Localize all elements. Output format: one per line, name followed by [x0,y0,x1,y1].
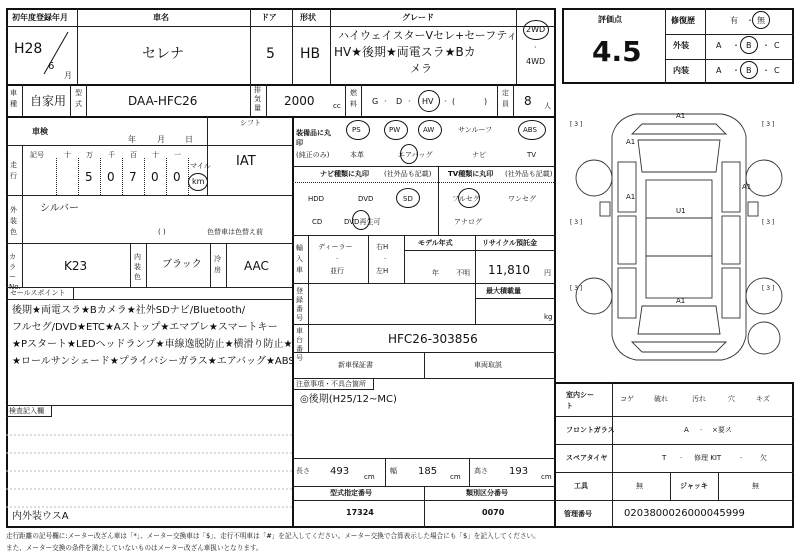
color-label: 外装色 [10,206,17,236]
mileage-unit-km: km [192,177,205,186]
drive-2wd: 2WD [526,25,546,34]
spare-dot2: · [740,454,743,462]
repair-label: 修復歴 [671,16,695,25]
score-label: 評価点 [598,15,622,24]
length-label: 長さ [296,467,310,475]
equip-pw: PW [389,126,401,134]
color-paren: ( ) [158,228,166,236]
ac-label: 冷房 [214,255,221,274]
chassis-value: HFC26-303856 [388,332,478,346]
first-reg-label: 初年度登録年月 [12,13,68,22]
exterior-label: 外装 [673,41,689,50]
use-value: 自家用 [30,94,67,108]
diagram-mark-5: A1 [676,297,686,305]
recycle-value: 11,810 [488,263,530,277]
mileage-place-4: 十 [152,151,159,159]
equip-leather: 本革 [350,151,364,159]
import-parallel: 並行 [330,267,344,275]
first-reg-month-unit: 月 [64,71,72,80]
fuel-g: G [372,97,379,106]
sales-line-0: 後期★両電スラ★Bカメラ★社外SDナビ/Bluetooth/ [12,305,246,316]
drive-sep: · [534,43,537,52]
grade-line3: メラ [410,62,432,75]
sheet-opt-4: キズ [756,395,770,403]
repair-no: 無 [757,16,765,25]
mileage-place-2: 千 [108,151,115,159]
mileage-record-label: 記号 [30,151,44,159]
fuel-dot1: · [384,97,387,106]
import-dealer: ディーラー [318,243,353,251]
fuel-dot2: · [408,97,411,106]
diagram-mark-4: U1 [676,207,686,215]
ext-b: B [746,41,752,50]
grade-line1: ハイウェイスターVセレ+セーフティ [338,29,518,42]
color-note: 色替車は色替え前 [207,228,263,236]
model-year-y: 年 [432,269,439,277]
chassis-label: 車台番号 [296,327,303,362]
footer-line1: 走行距離の記号欄に:メーター改ざん車は「*」、メーター交換車は「$」、走行不明車は「#」を記入してください。メーター交換で合算表示した場合にも「$」を記入してください。 [6,532,540,540]
mileage-digit-4: 0 [151,170,159,184]
repair-dot: ・ [746,16,754,25]
ext-a: A [716,41,722,50]
mileage-digit-2: 0 [107,170,115,184]
navi-sd: SD [403,195,413,203]
equip-sub: (純正のみ) [296,151,330,159]
first-reg-era: H28 [14,41,43,57]
glass-label: フロントガラス [566,426,615,434]
color-no-label: カラーNo. [9,253,21,291]
tool-label: 工具 [574,482,588,490]
fuel-d: D [396,97,403,106]
mgmt-label: 管理番号 [564,510,592,518]
fuel-label: 燃料 [350,89,357,108]
equip-tv: TV [527,151,537,159]
int-color-value: ブラック [162,259,202,270]
recycle-label: リサイクル預託金 [482,239,538,247]
sheet-opt-0: コゲ [620,395,634,403]
first-reg-month: 6 [48,61,55,72]
mileage-place-0: 十 [64,151,71,159]
registration-label: 登録番号 [296,287,303,322]
svg-text:[ 3 ]: [ 3 ] [570,285,583,292]
mileage-label: 走行 [10,161,17,180]
import-right: 右H [376,243,389,251]
tv-fullseg: フルセグ [452,195,480,203]
glass-a: A [684,426,689,434]
ac-value: AAC [244,259,269,273]
sales-line-2: ★Pスタート★LEDヘッドランプ★車線逸脱防止★横滑り防止★ [12,339,293,350]
height-value: 193 [509,466,529,477]
navi-cd: CD [312,218,323,226]
max-load-label: 最大積載量 [486,287,521,295]
import-left: 左H [376,267,389,275]
class-value: 0070 [482,508,505,517]
spare-t: T [662,454,667,462]
svg-text:[ 3 ]: [ 3 ] [762,285,775,292]
grade-label: グレード [402,13,434,22]
footer-line2: また、メーター交換の条件を満たしていないものはメーター改ざん車扱いとなります。 [6,544,263,552]
manual: 車両取説 [474,361,502,369]
svg-text:[ 3 ]: [ 3 ] [570,219,583,226]
height-unit: cm [541,473,552,481]
mileage-place-3: 百 [130,151,137,159]
recycle-unit: 円 [544,269,551,277]
class-label: 類別区分番号 [466,489,508,497]
tv-label: TV種類に丸印 [448,170,494,178]
repair-yes: 有 [730,16,738,25]
fuel-dot3: · [444,97,447,106]
cap-label: 定員 [502,89,509,108]
navi-hdd: HDD [308,195,325,203]
mileage-digit-5: 0 [173,170,181,184]
cap-value: 8 [524,94,532,108]
width-value: 185 [418,466,438,477]
model-value: DAA-HFC26 [128,94,198,108]
model-label: 型式 [75,89,82,108]
car-name-label: 車名 [153,13,169,22]
tv-oneseg: ワンセグ [508,195,536,203]
inspection-year: 年 [128,135,136,144]
spare-dot1: · [680,454,683,462]
svg-text:[ 3 ]: [ 3 ] [570,121,583,128]
new-warranty: 新車保証書 [338,361,373,369]
inspector-value: 内外装ウスA [12,511,69,522]
ext-dot1: ・ [732,41,740,50]
equip-navi: ナビ [472,151,486,159]
import-label: 輸入車 [296,244,303,274]
glass-dot: · [700,426,703,434]
drive-4wd: 4WD [526,57,546,66]
equip-aw: AW [423,126,435,134]
length-value: 493 [330,466,350,477]
mileage-unit-mile: マイル [190,162,211,170]
width-unit: cm [450,473,461,481]
inspector-label: 検査記入欄 [9,407,44,415]
svg-text:[ 3 ]: [ 3 ] [762,219,775,226]
navi-dvd-play: DVD再生可 [344,218,381,226]
model-year-label: モデル年式 [418,239,453,247]
int-b: B [746,66,752,75]
jack-value: 無 [752,482,759,490]
import-dot1: · [336,255,339,263]
doors: 5 [266,46,275,62]
import-dot2: · [384,255,387,263]
sheet-label: 室内シート [566,391,594,410]
notes-value: ◎後期(H25/12~MC) [300,394,397,405]
mileage-place-5: 一 [174,151,181,159]
use-label: 車種 [10,89,17,108]
fuel-paren-close: ) [484,97,488,106]
shape: HB [300,46,321,62]
diagram-mark-0: A1 [676,112,686,120]
glass-x: ×要ス [712,426,732,434]
diagram-mark-1: A1 [626,138,636,146]
type-label: 型式指定番号 [330,489,372,497]
disp-unit: cc [333,102,341,110]
mgmt-value: 0203800026000045999 [624,508,745,519]
color-no-value: K23 [64,259,88,273]
sheet-opt-2: 汚れ [692,395,706,403]
shift-label: シフト [240,119,261,127]
max-load-unit: kg [544,313,553,321]
sheet-opt-1: 破れ [654,395,668,403]
tv-sub: (社外品も記載) [505,170,553,178]
sheet-opt-3: 穴 [728,395,735,403]
disp-label: 排気量 [254,86,261,112]
model-year-unknown: 不明 [456,269,470,277]
equip-label: 装備品に丸印 [296,129,331,147]
interior-label: 内装 [673,66,689,75]
int-a: A [716,66,722,75]
cap-unit: 人 [544,102,551,110]
first-reg-slash [40,30,70,76]
fuel-hv: HV [422,97,434,106]
inspection-month: 月 [157,135,165,144]
ext-c: C [774,41,780,50]
diagram-mark-2: A1 [742,183,752,191]
inspection-day: 日 [185,135,193,144]
equip-abs: ABS [523,126,537,134]
mileage-place-1: 万 [86,151,93,159]
shape-label: 形状 [300,13,316,22]
int-c: C [774,66,780,75]
mileage-digit-1: 5 [85,170,93,184]
svg-text:[ 3 ]: [ 3 ] [762,121,775,128]
tv-analog: アナログ [454,218,482,226]
length-unit: cm [364,473,375,481]
int-dot2: ・ [762,66,770,75]
car-damage-diagram [566,106,792,368]
diagram-mark-3: A1 [626,193,636,201]
shift-value: IAT [236,154,256,169]
height-label: 高さ [474,467,488,475]
fuel-paren-open: ( [452,97,456,106]
inspection-label: 車検 [32,127,48,136]
navi-dvd: DVD [358,195,374,203]
navi-label: ナビ種類に丸印 [320,170,369,178]
color-value: シルバー [40,203,80,214]
equip-airbag: エアバッグ [398,151,433,159]
mileage-digit-3: 7 [129,170,137,184]
disp-value: 2000 [284,94,315,108]
spare-kit: 修理 KIT [694,454,722,462]
width-label: 幅 [390,467,397,475]
int-dot1: ・ [732,66,740,75]
sales-line-1: フルセグ/DVD★ETC★Aストップ★エマブレ★スマートキー [12,322,278,333]
spare-label: スペアタイヤ [566,454,608,462]
equip-ps: PS [352,126,361,134]
ext-dot2: ・ [762,41,770,50]
car-name: セレナ [142,46,184,62]
grade-line2: HV★後期★両電スラ★Bカ [334,45,476,59]
spare-none: 欠 [760,454,767,462]
score-value: 4.5 [592,35,642,68]
equip-sunroof: サンルーフ [458,126,493,134]
sales-line-3: ★ロールサンシェード★プライバシーガラス★エアバッグ★ABS [12,356,295,367]
jack-label: ジャッキ [680,482,708,490]
tool-value: 無 [636,482,643,490]
notes-label: 注意事項・不具合箇所 [296,380,366,388]
int-color-label: 内装色 [134,253,141,281]
type-value: 17324 [346,508,374,517]
navi-sub: (社外品も記載) [384,170,432,178]
door-label: ドア [261,13,277,22]
sales-points-label: セールスポイント [10,289,66,297]
